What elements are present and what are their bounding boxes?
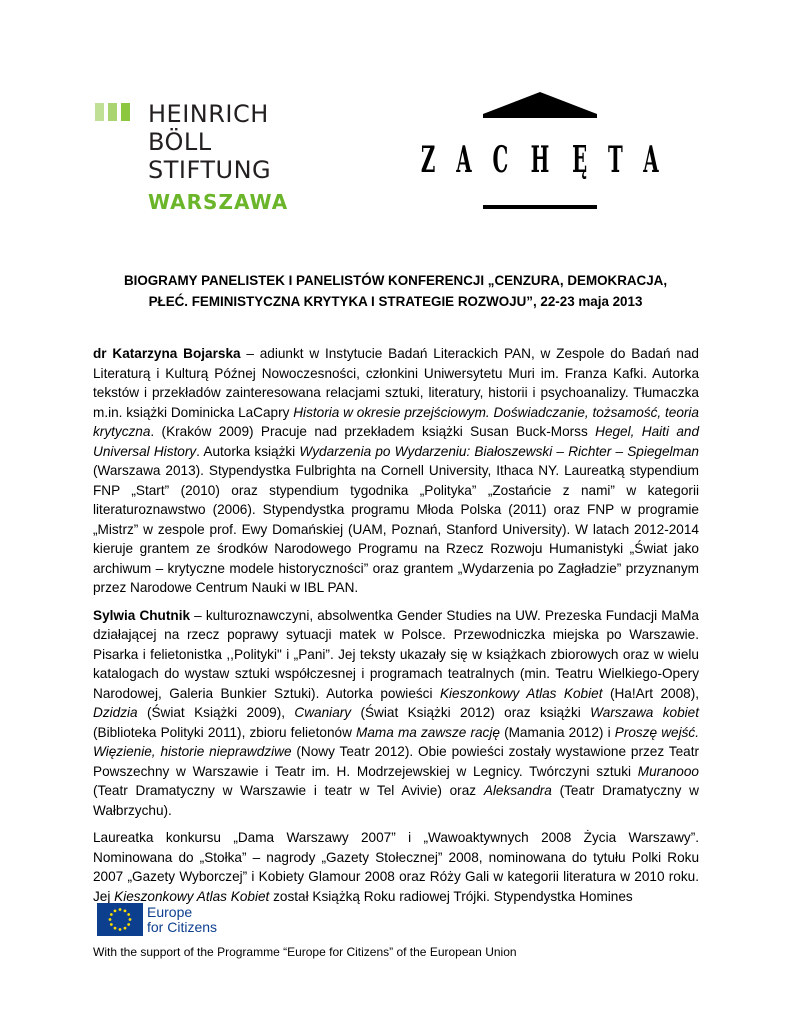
zacheta-letter: A xyxy=(456,139,472,181)
eu-star-icon xyxy=(124,927,127,930)
heading-line2: PŁEĆ. FEMINISTYCZNA KRYTYKA I STRATEGIE ROZWOJU”, 22-23 maja 2013 xyxy=(148,294,643,309)
eu-star-icon xyxy=(127,923,130,926)
eu-star-icon xyxy=(127,913,130,916)
book-title: Hegel, Haiti and Universal History xyxy=(93,424,699,459)
book-title: Dzidzia xyxy=(93,705,138,720)
bio-text: (Teatr Dramatyczny w Wałbrzychu). xyxy=(93,783,699,818)
book-title: Kieszonkowy Atlas Kobiet xyxy=(439,685,603,701)
bio-text: – adiunkt w Instytucie Badań Literackich PAN, w Zespole do Badań nad Literaturą i Kulturą Późnej Nowoczesności, członkini Uniwersytetu Muri im. Franza Kafki. Autorka tekstów i przekładów zainteresowana relacjami sztuki, literatury, historii i psychoanalizy. Tłumaczka m.in. książki Dominicka LaCapry xyxy=(93,346,699,420)
zacheta-letter: Ę xyxy=(572,139,588,181)
eu-logo-text xyxy=(147,905,217,935)
hb-logo-line3: STIFTUNG xyxy=(148,156,272,184)
zacheta-wordmark xyxy=(415,140,665,180)
zacheta-letter: H xyxy=(530,139,550,181)
footer-support-note: With the support of the Programme “Europe for Citizens” of the European Union xyxy=(93,945,517,959)
bio-text: (Biblioteka Polityki 2011), zbioru felietonów xyxy=(93,724,357,740)
hb-bars-icon xyxy=(95,103,135,121)
zacheta-letter: T xyxy=(607,139,623,181)
bio-text: (Warszawa 2013). Stypendystka Fulbrighta na Cornell University, Ithaca NY. Laureatką stypendium FNP „Start” (2010) oraz stypendium tygodnika „Polityka” „Zostańcie z nami” w kategorii literaturoznawstwo (2006). Stypendystka programu Młoda Polska (2011) oraz FNP w programie „Mistrz” w zespole prof. Ewy Domańskiej (UAM, Poznań, Stanford University). W latach 2012-2014 kieruje grantem ze środków Narodowego Programu na Rzecz Rozwoju Humanistyki „Świat jako archiwum – krytyczne modele historyczności” oraz grantem „Wydarzenia po Zagładzie” przyznanym przez Narodowe Centrum Nauki w IBL PAN. xyxy=(93,463,699,595)
europe-for-citizens-logo xyxy=(97,903,257,937)
eu-star-icon xyxy=(110,923,113,926)
bio-text: . Autorka książki xyxy=(196,443,300,459)
bio-text: . (Kraków 2009) Pracuje nad przekładem książki Susan Buck-Morss xyxy=(150,424,596,439)
eu-star-icon xyxy=(124,909,127,912)
eu-flag-icon xyxy=(97,903,143,936)
book-title: Muranooo xyxy=(637,763,699,779)
hb-logo-line2: BÖLL xyxy=(148,128,212,156)
bio-name: Sylwia Chutnik xyxy=(93,607,191,623)
eu-star-icon xyxy=(109,918,112,921)
bio-text: (Świat Książki 2009), xyxy=(137,705,295,720)
bio-paragraph-bojarska xyxy=(93,344,699,598)
bio-text: Laureatka konkursu „Dama Warszawy 2007” i „Wawoaktywnych 2008 Życia Warszawy”. Nominowana do „Stołka” – nagrody „Gazety Stołecznej” 2008, nominowana do tytułu Polki Roku 2007 „Gazety Wyborczej” i Kobiety Glamour 2008 oraz Róży Gali w kategorii literatura w 2010 roku. Jej xyxy=(93,830,699,904)
book-title: Kieszonkowy Atlas Kobiet xyxy=(114,888,270,904)
eu-star-icon xyxy=(129,918,132,921)
eu-star-icon xyxy=(119,908,122,911)
book-title: Mama ma zawsze rację xyxy=(356,724,500,740)
bio-name: dr Katarzyna Bojarska xyxy=(93,346,241,361)
book-title: Aleksandra xyxy=(483,783,552,798)
heinrich-boll-logo xyxy=(95,100,295,216)
book-title: Warszawa kobiet xyxy=(590,705,699,720)
book-title: Cwaniary xyxy=(294,705,352,720)
bio-text: – kulturoznawczyni, absolwentka Gender Studies na UW. Prezeska Fundacji MaMa działającej na rzecz poprawy sytuacji matek w Polsce. Przewodniczka miejska po Warszawie. Pisarka i felietonistka ,,Polityki" i „Pani”. Jej teksty ukazały się w książkach zbiorowych oraz w wielu katalogach do wystaw sztuki współczesnej i programach teatralnych (min. Teatru Wielkiego-Opery Narodowej, Galeria Bunkier Sztuki). Autorka powieści xyxy=(93,607,699,701)
eu-star-icon xyxy=(114,927,117,930)
heading-line1: BIOGRAMY PANELISTEK I PANELISTÓW KONFERENCJI „CENZURA, DEMOKRACJA, xyxy=(123,273,668,288)
book-title: Wydarzenia po Wydarzeniu: Białoszewski – Richter – Spiegelman xyxy=(299,443,699,459)
eu-star-icon xyxy=(119,928,122,931)
document-body xyxy=(93,344,699,914)
eu-logo-line1: Europe xyxy=(147,904,193,920)
eu-logo-line2: for Citizens xyxy=(147,919,218,935)
bio-text: (Mamania 2012) i xyxy=(499,724,615,740)
eu-star-icon xyxy=(110,913,113,916)
zacheta-logo xyxy=(415,92,665,212)
bio-text: (Teatr Dramatyczny w Warszawie i teatr w Tel Avivie) oraz xyxy=(93,783,484,798)
bio-paragraph-chutnik-awards xyxy=(93,828,699,906)
bio-text: (Ha!Art 2008), xyxy=(602,685,699,701)
bio-text: (Nowy Teatr 2012). Obie powieści zostały wystawione przez Teatr Powszechny w Warszawie i Teatr im. H. Modrzejewskiej w Legnicy. Twórczyni sztuki xyxy=(93,744,699,779)
hb-logo-line4: WARSZAWA xyxy=(148,190,289,214)
zacheta-letter: C xyxy=(492,139,509,181)
bio-text: został Książką Roku radiowej Trójki. Stypendystka Homines xyxy=(269,888,633,904)
eu-star-icon xyxy=(114,909,117,912)
book-title: Proszę wejść. Więzienie, historie nieprawdziwe xyxy=(93,724,699,759)
bio-paragraph-chutnik xyxy=(93,606,699,821)
book-title: Historia w okresie przejściowym. Doświadczanie, tożsamość, teoria krytyczna xyxy=(93,404,699,439)
bio-text: (Świat Książki 2012) oraz książki xyxy=(351,705,591,720)
hb-logo-line1: HEINRICH xyxy=(148,100,269,128)
document-heading xyxy=(100,270,691,312)
zacheta-letter: A xyxy=(643,139,659,181)
zacheta-letter: Z xyxy=(420,139,436,181)
